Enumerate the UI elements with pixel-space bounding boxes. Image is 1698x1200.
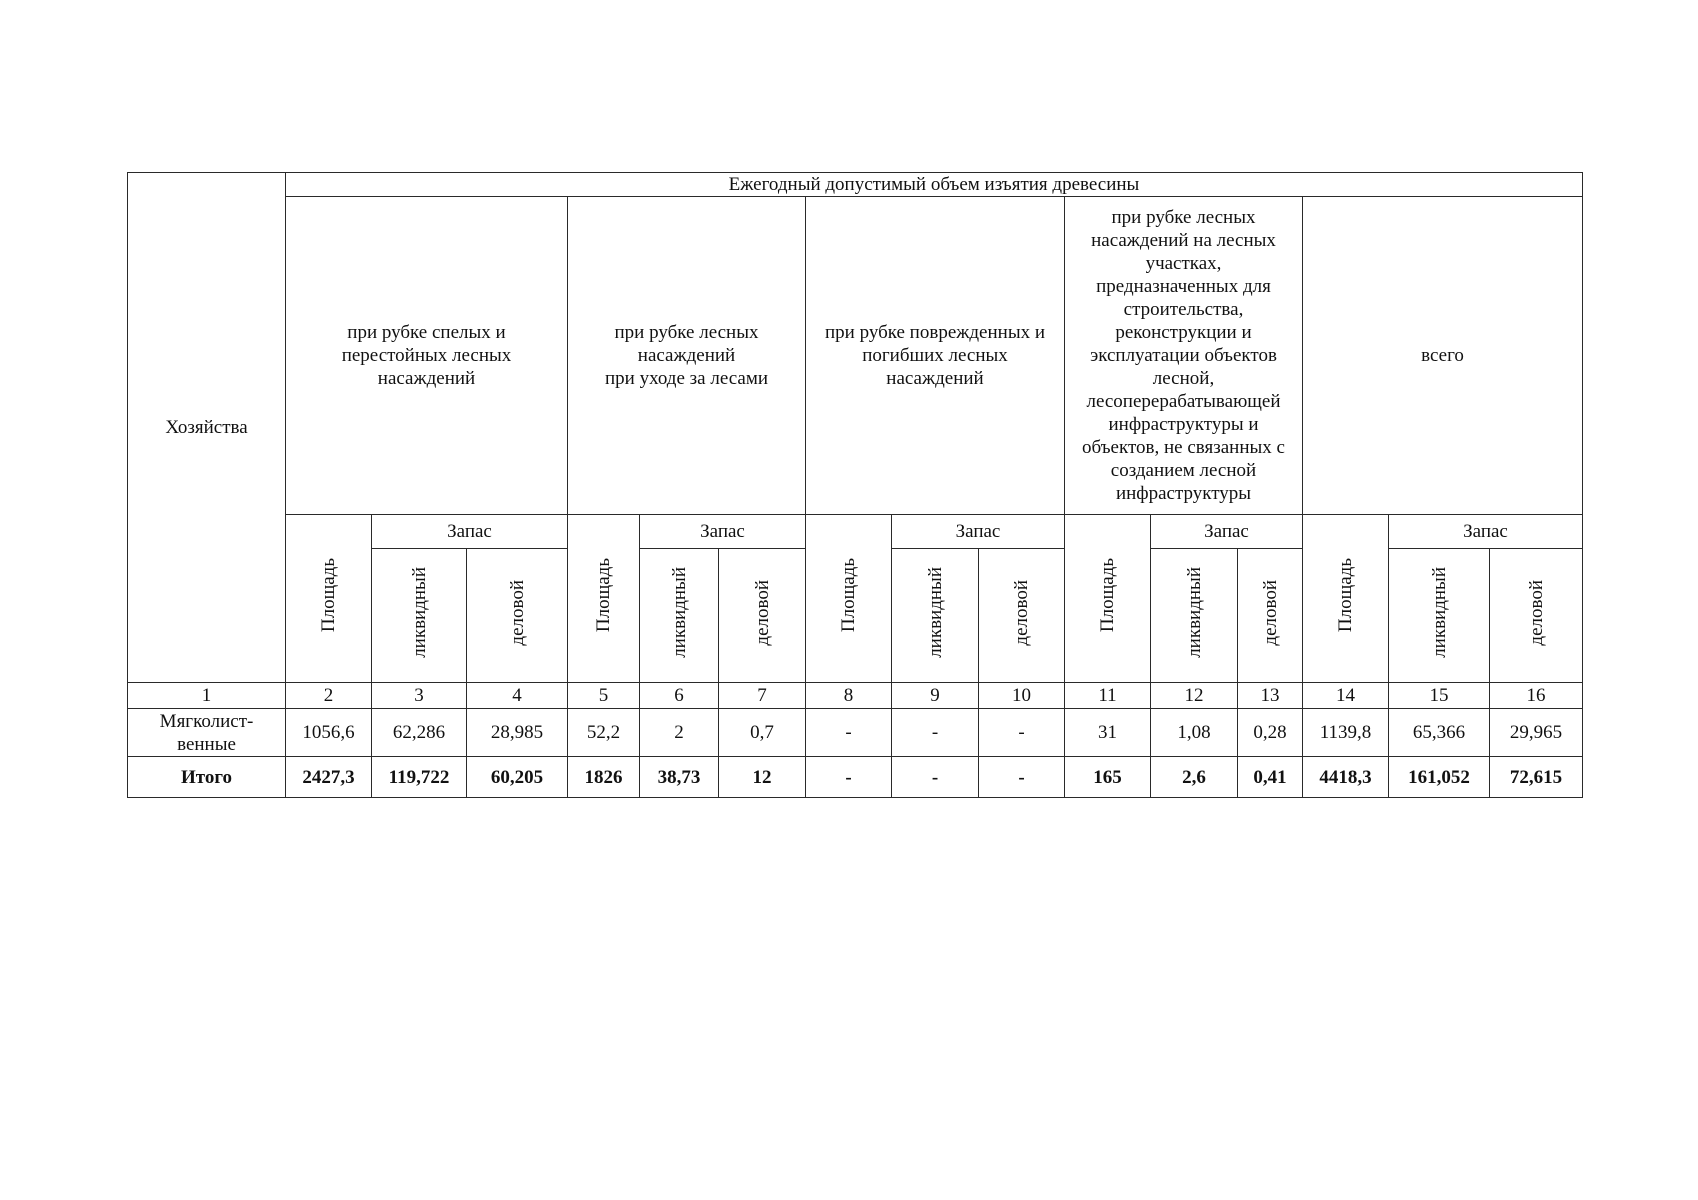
column-number: 16	[1490, 683, 1583, 709]
table-cell: 29,965	[1490, 709, 1583, 757]
liquid-label: ликвидный	[408, 567, 430, 658]
business-header	[719, 549, 806, 683]
column-number: 15	[1389, 683, 1490, 709]
table-cell: 1,08	[1151, 709, 1238, 757]
column-number: 12	[1151, 683, 1238, 709]
table-cell: 65,366	[1389, 709, 1490, 757]
table-cell: 0,7	[719, 709, 806, 757]
group-header-total: всего	[1303, 197, 1583, 515]
column-number: 5	[568, 683, 640, 709]
table-cell: 62,286	[372, 709, 467, 757]
table-cell: 72,615	[1490, 757, 1583, 798]
liquid-label: ликвидный	[1428, 567, 1450, 658]
business-label: деловой	[751, 579, 773, 646]
table-cell: 28,985	[467, 709, 568, 757]
table-cell: 31	[1065, 709, 1151, 757]
table-cell: 2,6	[1151, 757, 1238, 798]
table-cell: 1826	[568, 757, 640, 798]
stock-header: Запас	[1389, 515, 1583, 549]
column-number: 11	[1065, 683, 1151, 709]
column-number: 6	[640, 683, 719, 709]
liquid-header	[640, 549, 719, 683]
main-header: Ежегодный допустимый объем изъятия древесины	[286, 173, 1583, 197]
liquid-label: ликвидный	[924, 567, 946, 658]
group-header-construction: при рубке лесных насаждений на лесных участках, предназначенных для строительства, реконструкции и эксплуатации объектов лесной, лесоперерабатывающей инфраструктуры и объектов, не связанных с созданием лесной инфраструктуры	[1065, 197, 1303, 515]
table-cell: 161,052	[1389, 757, 1490, 798]
table-cell: 52,2	[568, 709, 640, 757]
business-label: деловой	[1011, 579, 1032, 646]
liquid-header	[1389, 549, 1490, 683]
table-cell: -	[979, 757, 1065, 798]
area-label: Площадь	[593, 558, 614, 633]
area-label: Площадь	[1335, 558, 1356, 633]
row-name: Мягколист- венные	[128, 709, 286, 757]
business-label: деловой	[1525, 579, 1547, 646]
business-label: деловой	[506, 579, 528, 646]
table-cell: 165	[1065, 757, 1151, 798]
column-number: 14	[1303, 683, 1389, 709]
group-header-mature: при рубке спелых и перестойных лесных насаждений	[286, 197, 568, 515]
header-row-main	[128, 173, 1583, 197]
area-header	[568, 515, 640, 683]
table-cell: 1139,8	[1303, 709, 1389, 757]
column-number: 8	[806, 683, 892, 709]
table-cell: 38,73	[640, 757, 719, 798]
business-header	[1238, 549, 1303, 683]
total-row	[128, 757, 1583, 798]
group-header-damaged: при рубке поврежденных и погибших лесных насаждений	[806, 197, 1065, 515]
business-header	[1490, 549, 1583, 683]
stock-header: Запас	[640, 515, 806, 549]
column-number: 3	[372, 683, 467, 709]
liquid-header	[372, 549, 467, 683]
stock-header: Запас	[1151, 515, 1303, 549]
stock-header: Запас	[892, 515, 1065, 549]
table-cell: -	[806, 757, 892, 798]
column-number: 10	[979, 683, 1065, 709]
business-header	[979, 549, 1065, 683]
business-header	[467, 549, 568, 683]
table-cell: 4418,3	[1303, 757, 1389, 798]
table-cell: 2427,3	[286, 757, 372, 798]
table-cell: 0,28	[1238, 709, 1303, 757]
area-header	[1065, 515, 1151, 683]
group-header-thinning: при рубке лесных насаждений при уходе за лесами	[568, 197, 806, 515]
table-cell: 12	[719, 757, 806, 798]
column-number: 1	[128, 683, 286, 709]
liquid-label: ликвидный	[668, 567, 690, 658]
liquid-header	[1151, 549, 1238, 683]
area-header	[1303, 515, 1389, 683]
column-number: 4	[467, 683, 568, 709]
liquid-label: ликвидный	[1183, 567, 1205, 658]
stock-header: Запас	[372, 515, 568, 549]
area-header	[806, 515, 892, 683]
column-number-row	[128, 683, 1583, 709]
column-number: 7	[719, 683, 806, 709]
table-cell: 0,41	[1238, 757, 1303, 798]
table-cell: -	[806, 709, 892, 757]
timber-harvest-table	[127, 172, 1583, 798]
row-name: Итого	[128, 757, 286, 798]
header-row-groups	[128, 197, 1583, 515]
header-row-stock	[128, 515, 1583, 549]
farms-header: Хозяйства	[128, 173, 286, 683]
column-number: 2	[286, 683, 372, 709]
area-label: Площадь	[838, 558, 859, 633]
table-cell: 60,205	[467, 757, 568, 798]
area-header	[286, 515, 372, 683]
table-row	[128, 709, 1583, 757]
area-label: Площадь	[318, 558, 339, 633]
table-cell: -	[892, 757, 979, 798]
area-label: Площадь	[1097, 558, 1118, 633]
column-number: 13	[1238, 683, 1303, 709]
column-number: 9	[892, 683, 979, 709]
liquid-header	[892, 549, 979, 683]
table-cell: 119,722	[372, 757, 467, 798]
table-cell: 1056,6	[286, 709, 372, 757]
table-cell: -	[892, 709, 979, 757]
table-cell: 2	[640, 709, 719, 757]
table-cell: -	[979, 709, 1065, 757]
business-label: деловой	[1259, 579, 1281, 646]
